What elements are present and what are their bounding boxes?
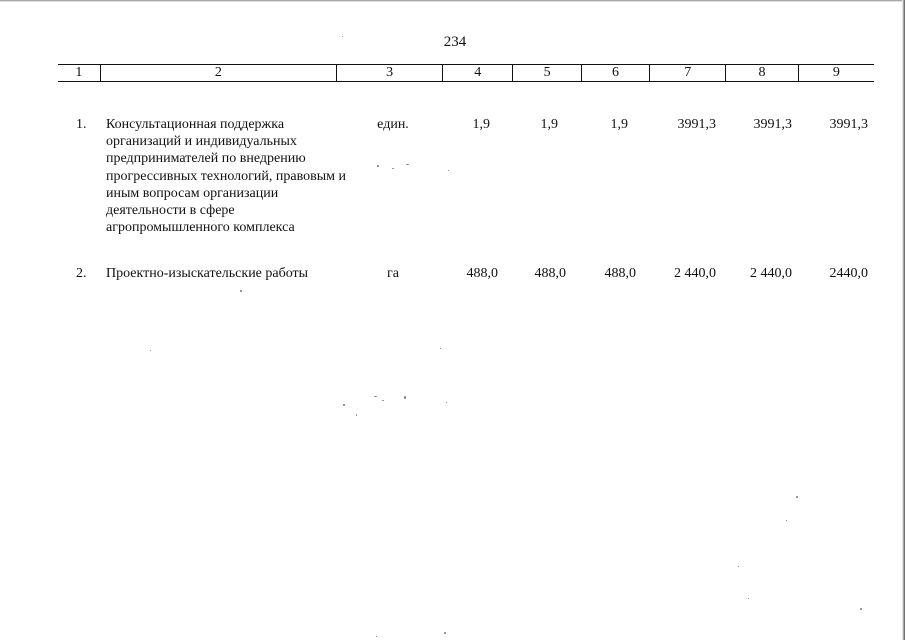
row-col5: 488,0 — [534, 266, 566, 281]
scan-speck — [738, 566, 739, 567]
scan-top-edge — [0, 0, 905, 2]
column-header-1: 1 — [75, 65, 83, 80]
scan-speck — [240, 290, 242, 292]
row-col4: 488,0 — [466, 266, 498, 281]
scan-speck — [444, 632, 446, 634]
scan-speck — [342, 36, 343, 37]
row-col5: 1,9 — [540, 117, 558, 132]
scan-speck — [440, 348, 441, 349]
scan-speck — [376, 636, 377, 637]
column-header-table — [58, 64, 874, 82]
scan-speck — [448, 170, 449, 171]
column-header-6: 6 — [581, 65, 649, 82]
scan-speck — [786, 520, 787, 521]
scan-speck — [150, 350, 151, 351]
page-number: 234 — [443, 34, 467, 50]
row-col6: 1,9 — [610, 117, 628, 132]
row-description: Проектно-изыскательские работы — [106, 266, 309, 281]
column-header-4: 4 — [443, 65, 513, 82]
scan-speck — [404, 396, 406, 399]
scan-speck — [382, 400, 384, 401]
row-col6: 488,0 — [604, 266, 636, 281]
row-col9: 2440,0 — [829, 266, 868, 281]
scan-speck — [406, 164, 409, 165]
scan-speck — [860, 608, 862, 610]
row-description: Консультационная поддержка организаций и индивидуальных предпринимателей по внедрению прогрессивных технологий, правовым и иным вопросам организации деятельности в сфере агропромышленного комплекса — [106, 117, 346, 236]
column-header-7: 7 — [650, 65, 726, 82]
row-col4: 1,9 — [472, 117, 490, 132]
scan-speck — [446, 402, 447, 403]
scan-speck — [343, 404, 345, 406]
row-col9: 3991,3 — [829, 117, 868, 132]
row-index: 1. — [76, 117, 87, 132]
column-header-row — [58, 65, 874, 82]
scan-speck — [796, 496, 798, 498]
scan-speck — [392, 168, 394, 169]
row-col8: 2 440,0 — [750, 266, 792, 281]
row-unit: един. — [377, 117, 409, 132]
column-header-9: 9 — [798, 65, 874, 82]
scan-speck — [748, 598, 749, 599]
row-col8: 3991,3 — [753, 117, 792, 132]
scan-speck — [356, 414, 357, 416]
row-col7: 3991,3 — [677, 117, 716, 132]
row-col7: 2 440,0 — [674, 266, 716, 281]
row-index: 2. — [76, 266, 87, 281]
scan-speck — [377, 165, 379, 167]
column-header-8: 8 — [726, 65, 798, 82]
column-header-3: 3 — [337, 65, 443, 82]
column-header-5: 5 — [513, 65, 581, 82]
scan-speck — [374, 396, 377, 397]
column-header-2: 2 — [100, 65, 337, 82]
row-unit: га — [387, 266, 399, 281]
